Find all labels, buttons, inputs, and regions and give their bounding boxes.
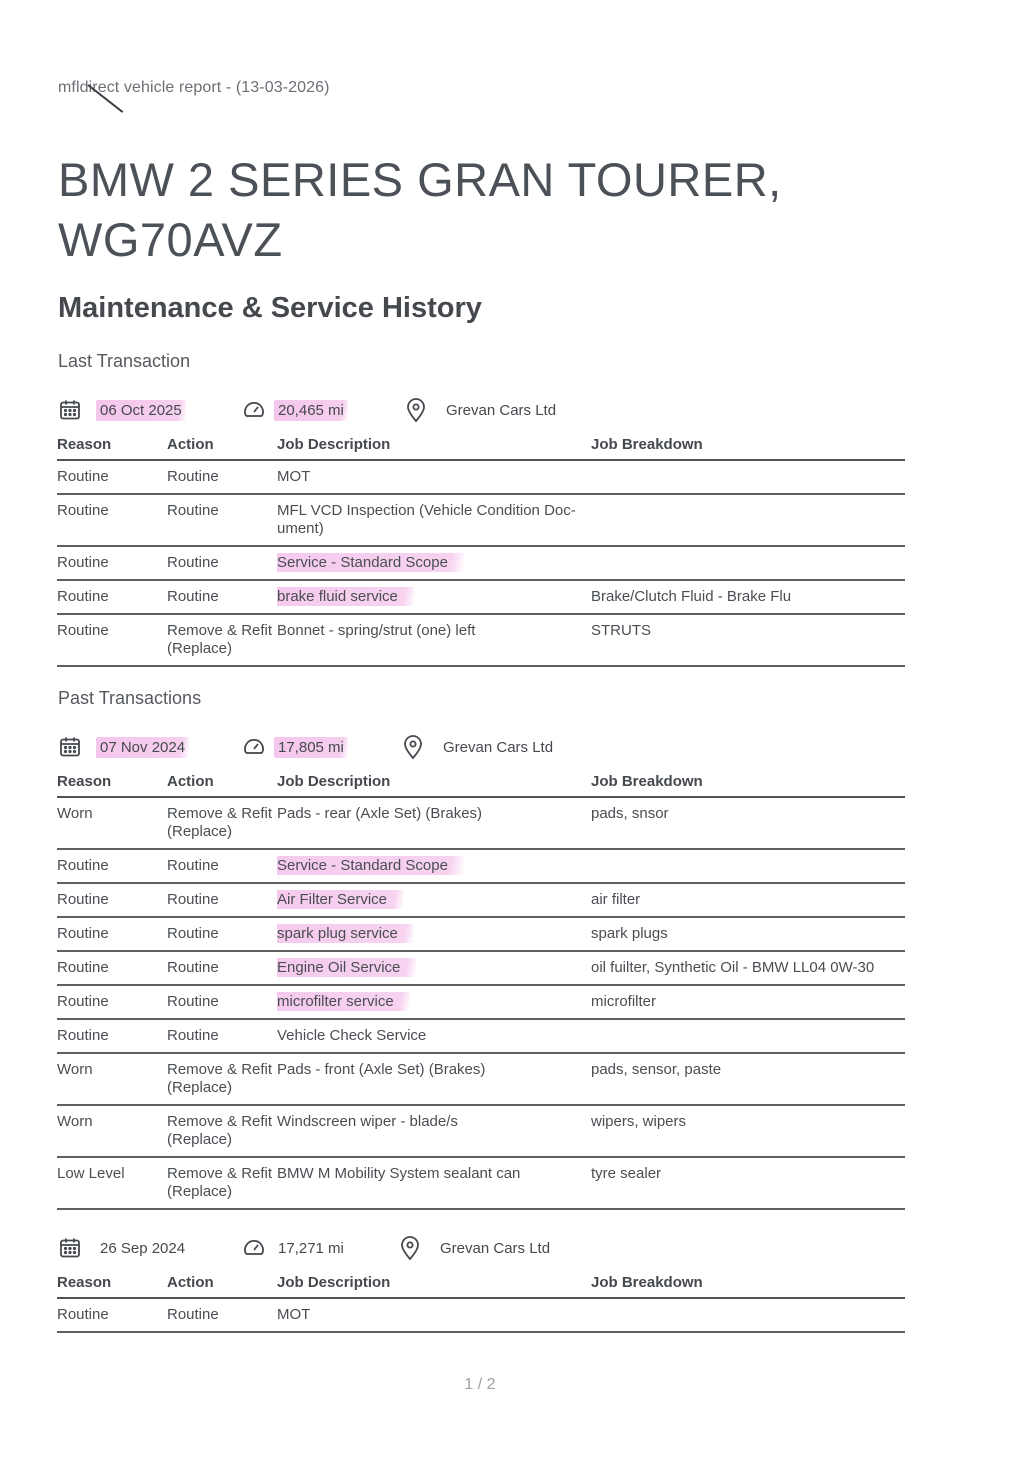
report-header: mfldirect vehicle report - (13-03-2026)	[58, 79, 330, 96]
cell-breakdown	[591, 1019, 905, 1053]
cell-action: Routine	[167, 580, 277, 614]
cell-description: MOT	[277, 1298, 591, 1332]
cell-reason: Routine	[57, 494, 167, 546]
cell-reason: Worn	[57, 797, 167, 849]
highlighted-description: spark plug service	[277, 924, 414, 943]
vehicle-title: BMW 2 SERIES GRAN TOURER, WG70AVZ	[58, 153, 782, 266]
past-transaction-table	[57, 1272, 905, 1333]
cell-action: Routine	[167, 883, 277, 917]
highlighted-description: microfilter service	[277, 992, 410, 1011]
cell-breakdown: spark plugs	[591, 917, 905, 951]
cell-description: BMW M Mobility System sealant can	[277, 1157, 591, 1209]
column-header-job-description: Job Description	[277, 1272, 591, 1298]
table-row	[57, 797, 905, 849]
transaction-date	[58, 395, 186, 425]
table-row	[57, 985, 905, 1019]
cell-action: Routine	[167, 1019, 277, 1053]
cell-description	[277, 883, 591, 917]
map-pin-icon	[398, 1235, 422, 1261]
section-title: Maintenance & Service History	[58, 292, 482, 324]
cell-reason: Routine	[57, 460, 167, 494]
transaction-meta	[58, 395, 918, 425]
column-header-reason: Reason	[57, 434, 167, 460]
speedometer-icon	[242, 735, 266, 759]
cell-reason: Routine	[57, 985, 167, 1019]
column-header-reason: Reason	[57, 1272, 167, 1298]
table-row	[57, 580, 905, 614]
cell-breakdown	[591, 546, 905, 580]
column-header-job-description: Job Description	[277, 771, 591, 797]
cell-action: Remove & Refit (Replace)	[167, 1053, 277, 1105]
cell-breakdown: Brake/Clutch Fluid - Brake Flu	[591, 580, 905, 614]
cell-action: Routine	[167, 1298, 277, 1332]
cell-reason: Worn	[57, 1053, 167, 1105]
table-row	[57, 494, 905, 546]
cell-description	[277, 951, 591, 985]
transaction-meta	[58, 732, 918, 762]
cell-action: Routine	[167, 460, 277, 494]
table-row	[57, 1053, 905, 1105]
cell-breakdown: tyre sealer	[591, 1157, 905, 1209]
highlighted-description: Service - Standard Scope	[277, 856, 464, 875]
mileage-value: 20,465 mi	[274, 400, 348, 421]
cell-action: Routine	[167, 849, 277, 883]
table-row	[57, 849, 905, 883]
map-pin-icon	[404, 397, 428, 423]
table-row	[57, 917, 905, 951]
cell-reason: Routine	[57, 883, 167, 917]
past-transactions-label: Past Transactions	[58, 688, 202, 708]
table-row	[57, 614, 905, 666]
column-header-action: Action	[167, 1272, 277, 1298]
cell-breakdown	[591, 1298, 905, 1332]
table-header-row	[57, 771, 905, 797]
past-transaction-table	[57, 771, 905, 1210]
transaction-date	[58, 1233, 189, 1263]
transaction-location	[398, 1233, 554, 1263]
column-header-action: Action	[167, 434, 277, 460]
cell-description	[277, 917, 591, 951]
cell-action: Routine	[167, 494, 277, 546]
table-row	[57, 546, 905, 580]
column-header-job-breakdown: Job Breakdown	[591, 434, 905, 460]
table-row	[57, 883, 905, 917]
cell-breakdown	[591, 849, 905, 883]
cell-reason: Routine	[57, 917, 167, 951]
cell-description	[277, 580, 591, 614]
cell-description: Pads - rear (Axle Set) (Brakes)	[277, 797, 591, 849]
cell-breakdown: pads, sensor, paste	[591, 1053, 905, 1105]
cell-action: Routine	[167, 546, 277, 580]
cell-action: Routine	[167, 985, 277, 1019]
cell-description: Bonnet - spring/strut (one) left	[277, 614, 591, 666]
cell-description: MOT	[277, 460, 591, 494]
cell-description	[277, 849, 591, 883]
date-value: 26 Sep 2024	[100, 1239, 186, 1257]
calendar-icon	[58, 735, 82, 759]
cell-action: Routine	[167, 951, 277, 985]
last-transaction-label: Last Transaction	[58, 351, 191, 371]
cell-description: Windscreen wiper - blade/s	[277, 1105, 591, 1157]
table-row	[57, 1019, 905, 1053]
cell-reason: Routine	[57, 1298, 167, 1332]
highlighted-description: brake fluid service	[277, 587, 414, 606]
last-transaction-table	[57, 434, 905, 667]
cell-action: Remove & Refit (Replace)	[167, 797, 277, 849]
cell-breakdown: microfilter	[591, 985, 905, 1019]
transaction-date	[58, 732, 189, 762]
map-pin-icon	[401, 734, 425, 760]
transaction-location	[404, 395, 560, 425]
transaction-mileage	[242, 395, 348, 425]
table-row	[57, 1157, 905, 1209]
transaction-mileage	[242, 1233, 348, 1263]
cell-reason: Routine	[57, 1019, 167, 1053]
speedometer-icon	[242, 398, 266, 422]
cell-breakdown: air filter	[591, 883, 905, 917]
cell-action: Routine	[167, 917, 277, 951]
cell-breakdown	[591, 460, 905, 494]
cell-breakdown: oil fuilter, Synthetic Oil - BMW LL04 0W-30	[591, 951, 905, 985]
cell-description: MFL VCD Inspection (Vehicle Condition Doc-ument)	[277, 494, 591, 546]
column-header-action: Action	[167, 771, 277, 797]
column-header-job-breakdown: Job Breakdown	[591, 1272, 905, 1298]
page-number: 1 / 2	[464, 1376, 496, 1393]
date-value: 07 Nov 2024	[96, 737, 189, 758]
table-header-row	[57, 434, 905, 460]
location-value: Grevan Cars Ltd	[440, 1239, 551, 1257]
cell-breakdown: STRUTS	[591, 614, 905, 666]
cell-reason: Low Level	[57, 1157, 167, 1209]
column-header-reason: Reason	[57, 771, 167, 797]
cell-action: Remove & Refit (Replace)	[167, 614, 277, 666]
date-value: 06 Oct 2025	[96, 400, 186, 421]
highlighted-description: Engine Oil Service	[277, 958, 416, 977]
table-row	[57, 1298, 905, 1332]
cell-description	[277, 546, 591, 580]
speedometer-icon	[242, 1236, 266, 1260]
calendar-icon	[58, 398, 82, 422]
column-header-job-description: Job Description	[277, 434, 591, 460]
table-row	[57, 951, 905, 985]
column-header-job-breakdown: Job Breakdown	[591, 771, 905, 797]
highlighted-description: Air Filter Service	[277, 890, 403, 909]
table-row	[57, 1105, 905, 1157]
cell-description: Vehicle Check Service	[277, 1019, 591, 1053]
cell-description: Pads - front (Axle Set) (Brakes)	[277, 1053, 591, 1105]
cell-reason: Routine	[57, 849, 167, 883]
cell-breakdown: pads, snsor	[591, 797, 905, 849]
location-value: Grevan Cars Ltd	[446, 401, 557, 419]
table-header-row	[57, 1272, 905, 1298]
transaction-meta	[58, 1233, 918, 1263]
cell-reason: Routine	[57, 546, 167, 580]
cell-description	[277, 985, 591, 1019]
transaction-location	[401, 732, 557, 762]
calendar-icon	[58, 1236, 82, 1260]
cell-breakdown: wipers, wipers	[591, 1105, 905, 1157]
location-value: Grevan Cars Ltd	[443, 738, 554, 756]
transaction-mileage	[242, 732, 348, 762]
cell-reason: Worn	[57, 1105, 167, 1157]
highlighted-description: Service - Standard Scope	[277, 553, 464, 572]
cell-reason: Routine	[57, 614, 167, 666]
cell-reason: Routine	[57, 580, 167, 614]
table-row	[57, 460, 905, 494]
cell-action: Remove & Refit (Replace)	[167, 1105, 277, 1157]
mileage-value: 17,805 mi	[274, 737, 348, 758]
cell-action: Remove & Refit (Replace)	[167, 1157, 277, 1209]
cell-breakdown	[591, 494, 905, 546]
cell-reason: Routine	[57, 951, 167, 985]
mileage-value: 17,271 mi	[278, 1239, 344, 1257]
